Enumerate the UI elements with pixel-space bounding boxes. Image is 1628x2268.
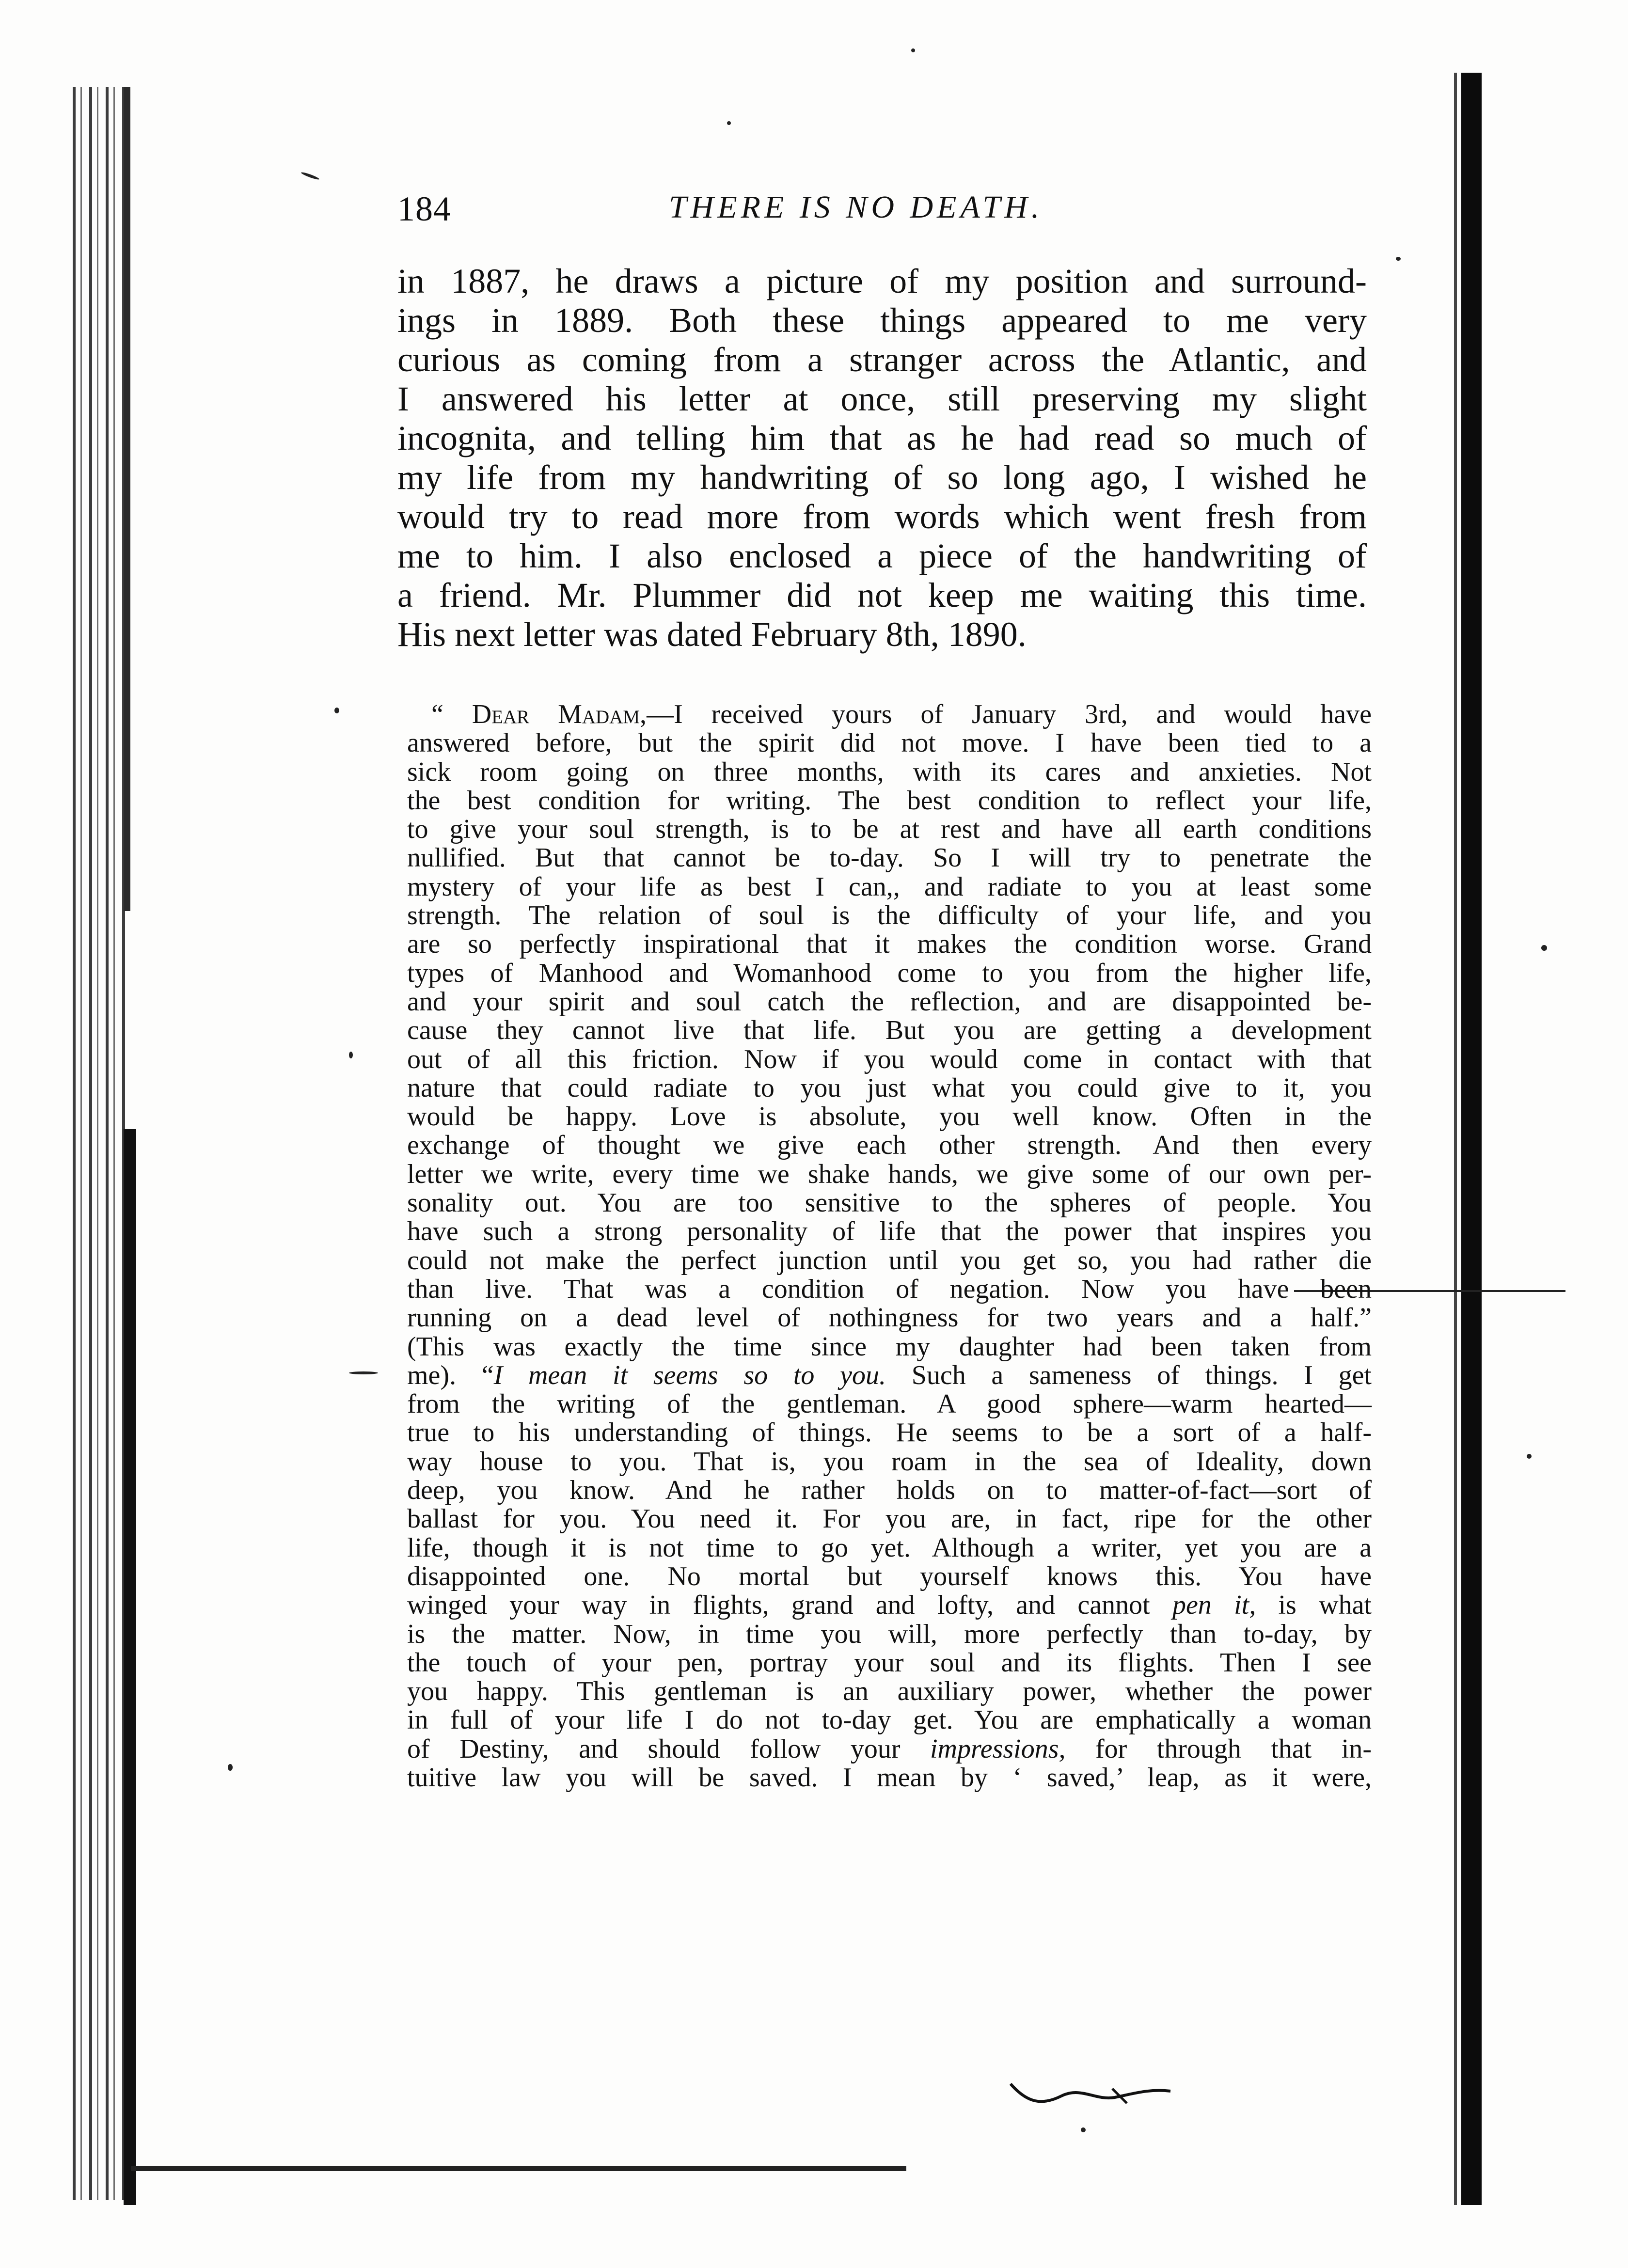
letter-salutation: “ Dear Madam, xyxy=(431,699,647,729)
page-edge-right xyxy=(1461,73,1482,2205)
letter-line: from the writing of the gentleman. A good sphere—warm hearted— xyxy=(407,1389,1372,1419)
letter-line: letter we write, every time we shake hands, we give some of our own per- xyxy=(407,1159,1372,1189)
line-segment: winged your way in flights, grand and lofty, and cannot xyxy=(407,1590,1172,1621)
letter-first-line xyxy=(407,700,1372,729)
letter-line: out of all this friction. Now if you would come in contact with that xyxy=(407,1044,1372,1074)
letter-line: than live. That was a condition of negation. Now you have been xyxy=(407,1274,1372,1304)
letter-line: disappointed one. No mortal but yourself knows this. You have xyxy=(407,1561,1372,1591)
letter-line: types of Manhood and Womanhood come to you from the higher life, xyxy=(407,958,1372,988)
letter-line: strength. The relation of soul is the difficulty of your life, and you xyxy=(407,900,1372,931)
ink-speck xyxy=(1396,257,1401,261)
ink-speck xyxy=(911,48,915,52)
letter-line: is the matter. Now, in time you will, more perfectly than to-day, by xyxy=(407,1619,1372,1649)
narrative-paragraph xyxy=(397,262,1367,654)
text-line: His next letter was dated February 8th, 1890. xyxy=(397,615,1027,654)
line-segment: is what xyxy=(1256,1590,1372,1621)
letter-first-line-rest: —I received yours of January 3rd, and would have xyxy=(647,699,1372,729)
letter-line: tuitive law you will be saved. I mean by ‘ saved,’ leap, as it were, xyxy=(407,1762,1372,1793)
binding-edge-upper xyxy=(124,87,130,911)
text-line: a friend. Mr. Plummer did not keep me waiting this time. xyxy=(397,576,1367,614)
italic-phrase: impressions, xyxy=(930,1733,1066,1764)
ink-speck xyxy=(334,708,339,713)
running-head xyxy=(397,189,1347,237)
letter-line: answered before, but the spirit did not move. I have been tied to a xyxy=(407,728,1372,758)
text-line: in 1887, he draws a picture of my position and surround- xyxy=(397,262,1367,300)
ink-speck xyxy=(1527,1454,1532,1459)
quoted-letter xyxy=(407,700,1372,1792)
letter-line: would be happy. Love is absolute, you well know. Often in the xyxy=(407,1102,1372,1132)
text-line: would try to read more from words which went fresh from xyxy=(397,497,1367,536)
text-line: incognita, and telling him that as he had read so much of xyxy=(397,419,1367,457)
ink-speck xyxy=(349,1052,353,1058)
letter-line: could not make the perfect junction until you get so, you had rather die xyxy=(407,1245,1372,1276)
letter-line: sick room going on three months, with its cares and anxieties. Not xyxy=(407,756,1372,787)
line-segment: for through that in- xyxy=(1065,1733,1372,1764)
letter-line: running on a dead level of nothingness for two years and a half.” xyxy=(407,1303,1372,1333)
letter-line: in full of your life I do not to-day get. You are emphatically a woman xyxy=(407,1705,1372,1735)
letter-line: have such a strong personality of life that the power that inspires you xyxy=(407,1216,1372,1247)
line-segment: Such a sameness of things. I get xyxy=(885,1360,1372,1390)
letter-line: the touch of your pen, portray your soul and its flights. Then I see xyxy=(407,1647,1372,1678)
letter-line-italic-mix xyxy=(407,1361,1372,1390)
bottom-edge-rule xyxy=(131,2166,906,2171)
italic-phrase: pen it, xyxy=(1172,1590,1256,1621)
ink-speck xyxy=(1081,2127,1086,2132)
letter-line: life, though it is not time to go yet. Although a writer, yet you are a xyxy=(407,1532,1372,1563)
page-edge-right-thin xyxy=(1454,73,1457,2205)
letter-line: ballast for you. You need it. For you are, in fact, ripe for the other xyxy=(407,1504,1372,1534)
letter-line: exchange of thought we give each other strength. And then every xyxy=(407,1130,1372,1161)
ink-speck xyxy=(228,1764,233,1771)
text-line: my life from my handwriting of so long ago, I wished he xyxy=(397,458,1367,497)
text-line: I answered his letter at once, still preserving my slight xyxy=(397,379,1367,418)
running-title: THERE IS NO DEATH. xyxy=(669,189,1043,225)
binding-edge-lower xyxy=(124,1129,136,2205)
page-number: 184 xyxy=(397,189,451,228)
letter-line: cause they cannot live that life. But you are getting a development xyxy=(407,1015,1372,1046)
letter-line: sonality out. You are too sensitive to the spheres of people. You xyxy=(407,1188,1372,1218)
text-line: me to him. I also enclosed a piece of the handwriting of xyxy=(397,536,1367,575)
letter-line: are so perfectly inspirational that it makes the condition worse. Grand xyxy=(407,929,1372,960)
text-line: curious as coming from a stranger across the Atlantic, and xyxy=(397,340,1367,379)
letter-line: the best condition for writing. The best condition to reflect your life, xyxy=(407,785,1372,816)
line-segment: of Destiny, and should follow your xyxy=(407,1733,930,1764)
ink-speck xyxy=(300,171,320,180)
ink-speck xyxy=(1541,945,1547,951)
letter-line: you happy. This gentleman is an auxiliary power, whether the power xyxy=(407,1676,1372,1707)
letter-line: to give your soul strength, is to be at rest and have all earth conditions xyxy=(407,814,1372,845)
letter-line: way house to you. That is, you roam in the sea of Ideality, down xyxy=(407,1446,1372,1477)
italic-phrase: I mean it seems so to you. xyxy=(493,1360,886,1390)
letter-line: mystery of your life as best I can,, and radiate to you at least some xyxy=(407,871,1372,902)
binding-shadow-left xyxy=(73,87,126,2200)
line-segment: me). “ xyxy=(407,1360,494,1390)
ink-flourish xyxy=(1008,2079,1173,2108)
ink-speck xyxy=(349,1371,378,1374)
letter-line: nullified. But that cannot be to-day. So I will try to penetrate the xyxy=(407,843,1372,873)
letter-line: and your spirit and soul catch the reflection, and are disappointed be- xyxy=(407,986,1372,1017)
letter-line: true to his understanding of things. He seems to be a sort of a half- xyxy=(407,1418,1372,1448)
letter-line-italic-mix xyxy=(407,1591,1372,1620)
letter-line-italic-mix xyxy=(407,1735,1372,1764)
ink-speck xyxy=(727,121,731,125)
letter-line: nature that could radiate to you just what you could give to it, you xyxy=(407,1072,1372,1103)
letter-line: (This was exactly the time since my daughter had been taken from xyxy=(407,1331,1372,1362)
text-line: ings in 1889. Both these things appeared to me very xyxy=(397,301,1367,340)
letter-line: deep, you know. And he rather holds on to matter-of-fact—sort of xyxy=(407,1475,1372,1506)
